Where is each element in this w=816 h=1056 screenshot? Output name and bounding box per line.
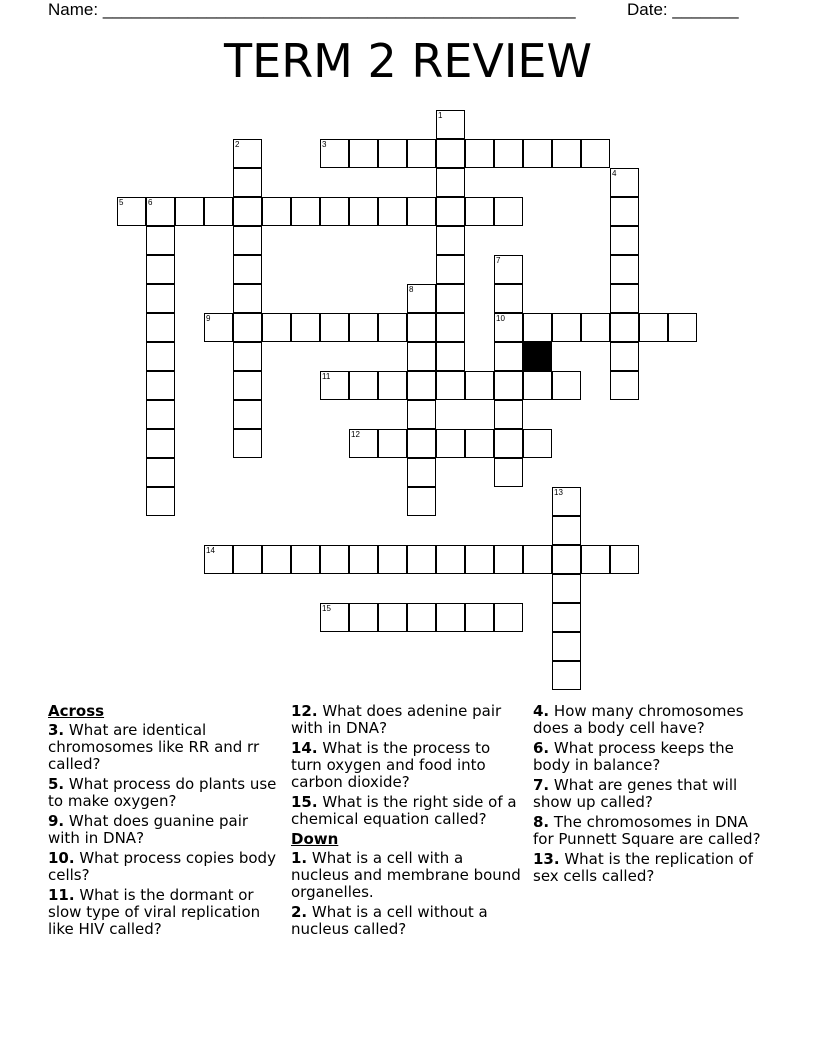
crossword-cell[interactable] [349,603,378,632]
crossword-cell[interactable] [378,313,407,342]
clue-text: What are identical chromosomes like RR and rr called? [48,721,260,773]
clue-text: What is the replication of sex cells called? [533,850,753,885]
crossword-cell[interactable] [552,632,581,661]
crossword-cell[interactable] [320,545,349,574]
clue-text: What does adenine pair with in DNA? [291,702,502,737]
clue-column-3 [533,703,763,888]
page-title: TERM 2 REVIEW [224,34,592,88]
crossword-cell[interactable] [291,313,320,342]
clue-number: 12 [351,430,360,439]
crossword-cell[interactable] [610,255,639,284]
clue-number: 10 [496,314,505,323]
crossword-cell[interactable] [407,139,436,168]
crossword-cell[interactable] [552,574,581,603]
crossword-cell[interactable] [146,226,175,255]
across-clue [48,776,282,810]
clue-number: 3 [322,140,327,149]
crossword-cell[interactable] [465,603,494,632]
crossword-cell[interactable] [436,197,465,226]
crossword-cell[interactable] [320,603,349,632]
crossword-cell[interactable] [233,342,262,371]
clue-num: 12. [291,702,318,720]
crossword-cell[interactable] [378,371,407,400]
crossword-cell[interactable] [233,197,262,226]
across-clue-list-a [48,722,282,938]
crossword-cell[interactable] [610,545,639,574]
crossword-cell[interactable] [146,342,175,371]
clue-number: 2 [235,140,240,149]
clue-text: What is the right side of a chemical equation called? [291,793,517,828]
clue-num: 15. [291,793,318,811]
crossword-cell[interactable] [581,139,610,168]
clue-number: 5 [119,198,124,207]
crossword-cell[interactable] [291,197,320,226]
crossword-cell[interactable] [465,429,494,458]
crossword-cell[interactable] [233,226,262,255]
crossword-cell[interactable] [117,197,146,226]
clue-number: 14 [206,546,215,555]
crossword-cell[interactable] [378,429,407,458]
crossword-cell[interactable] [465,139,494,168]
clue-num: 7. [533,776,550,794]
name-label: Name: [48,0,99,19]
crossword-cell[interactable] [436,371,465,400]
crossword-cell[interactable] [465,545,494,574]
date-label: Date: [627,0,668,19]
crossword-cell[interactable] [494,603,523,632]
across-clue [48,722,282,773]
clue-text: How many chromosomes does a body cell have? [533,702,744,737]
crossword-cell[interactable] [610,342,639,371]
crossword-cell[interactable] [523,371,552,400]
crossword-cell[interactable] [610,168,639,197]
across-clue [48,813,282,847]
crossword-cell[interactable] [552,313,581,342]
crossword-cell[interactable] [610,371,639,400]
clue-text: What is a cell without a nucleus called? [291,903,488,938]
clue-num: 10. [48,849,75,867]
clue-text: What is the dormant or slow type of viral replication like HIV called? [48,886,261,938]
across-clue [291,794,521,828]
clue-text: What process do plants use to make oxygen? [48,775,277,810]
crossword-cell[interactable] [494,342,523,371]
down-heading: Down [291,830,339,848]
clue-num: 14. [291,739,318,757]
across-heading: Across [48,702,105,720]
crossword-cell[interactable] [610,313,639,342]
crossword-cell[interactable] [407,429,436,458]
crossword-cell[interactable] [610,226,639,255]
crossword-cell[interactable] [407,342,436,371]
down-clue [533,777,763,811]
crossword-cell[interactable] [523,313,552,342]
crossword-cell[interactable] [407,313,436,342]
crossword-cell[interactable] [552,516,581,545]
clue-num: 6. [533,739,550,757]
crossword-cell[interactable] [552,139,581,168]
clue-text: What process copies body cells? [48,849,276,884]
crossword-cell[interactable] [204,197,233,226]
crossword-cell[interactable] [436,168,465,197]
crossword-cell[interactable] [552,371,581,400]
clue-number: 7 [496,256,501,265]
crossword-cell[interactable] [233,313,262,342]
clue-number: 8 [409,285,414,294]
crossword-cell[interactable] [146,429,175,458]
black-cell [523,342,552,371]
crossword-cell[interactable] [436,110,465,139]
clue-number: 1 [438,111,443,120]
crossword-cell[interactable] [262,545,291,574]
crossword-cell[interactable] [436,603,465,632]
crossword-cell[interactable] [436,342,465,371]
crossword-cell[interactable] [494,429,523,458]
clue-num: 13. [533,850,560,868]
crossword-cell[interactable] [494,284,523,313]
crossword-cell[interactable] [436,429,465,458]
crossword-cell[interactable] [233,545,262,574]
crossword-cell[interactable] [494,400,523,429]
crossword-cell[interactable] [262,197,291,226]
crossword-cell[interactable] [146,284,175,313]
crossword-cell[interactable] [204,313,233,342]
crossword-cell[interactable] [349,429,378,458]
crossword-cell[interactable] [146,487,175,516]
crossword-cell[interactable] [349,197,378,226]
crossword-cell[interactable] [494,545,523,574]
crossword-cell[interactable] [378,139,407,168]
clue-num: 8. [533,813,550,831]
crossword-cell[interactable] [233,139,262,168]
crossword-cell[interactable] [407,371,436,400]
crossword-cell[interactable] [320,139,349,168]
crossword-cell[interactable] [465,197,494,226]
crossword-cell[interactable] [552,545,581,574]
crossword-cell[interactable] [494,458,523,487]
clue-text: What is the process to turn oxygen and food into carbon dioxide? [291,739,491,791]
name-blank: __________________________________________________ [102,0,576,19]
crossword-cell[interactable] [349,545,378,574]
crossword-cell[interactable] [204,545,233,574]
crossword-cell[interactable] [175,197,204,226]
crossword-cell[interactable] [233,168,262,197]
clue-number: 9 [206,314,211,323]
crossword-cell[interactable] [320,197,349,226]
crossword-cell[interactable] [610,284,639,313]
crossword-cell[interactable] [146,371,175,400]
clue-num: 1. [291,849,308,867]
crossword-cell[interactable] [407,400,436,429]
clue-num: 4. [533,702,550,720]
crossword-cell[interactable] [407,487,436,516]
crossword-cell[interactable] [610,197,639,226]
crossword-cell[interactable] [552,661,581,690]
crossword-cell[interactable] [668,313,697,342]
crossword-cell[interactable] [378,545,407,574]
crossword-cell[interactable] [407,545,436,574]
crossword-cell[interactable] [552,603,581,632]
crossword-cell[interactable] [494,371,523,400]
crossword-cell[interactable] [581,313,610,342]
crossword-cell[interactable] [233,371,262,400]
clue-number: 4 [612,169,617,178]
crossword-cell[interactable] [407,284,436,313]
crossword-cell[interactable] [349,139,378,168]
crossword-cell[interactable] [494,139,523,168]
across-clue-list-b [291,703,521,828]
clue-num: 9. [48,812,65,830]
crossword-cell[interactable] [436,284,465,313]
crossword-cell[interactable] [233,400,262,429]
down-clue [533,740,763,774]
crossword-cell[interactable] [262,313,291,342]
crossword-cell[interactable] [465,371,494,400]
crossword-cell[interactable] [146,400,175,429]
crossword-cell[interactable] [233,255,262,284]
crossword-cell[interactable] [436,545,465,574]
crossword-cell[interactable] [494,313,523,342]
clue-column-2 [291,703,521,941]
clue-num: 2. [291,903,308,921]
clue-num: 5. [48,775,65,793]
crossword-cell[interactable] [407,603,436,632]
crossword-cell[interactable] [436,139,465,168]
crossword-cell[interactable] [349,313,378,342]
down-clue [533,814,763,848]
crossword-cell[interactable] [146,458,175,487]
crossword-cell[interactable] [146,255,175,284]
date-blank: _______ [672,0,739,19]
crossword-cell[interactable] [523,545,552,574]
across-clue [291,703,521,737]
clue-number: 6 [148,198,153,207]
crossword-cell[interactable] [146,313,175,342]
clue-num: 3. [48,721,65,739]
down-clue [533,703,763,737]
across-clue [48,887,282,938]
across-clue [291,740,521,791]
crossword-cell[interactable] [320,313,349,342]
crossword-cell[interactable] [320,371,349,400]
crossword-cell[interactable] [494,255,523,284]
crossword-cell[interactable] [233,429,262,458]
down-clue [291,850,521,901]
clue-column-1 [48,703,282,941]
crossword-cell[interactable] [523,429,552,458]
down-clue-list-a [291,850,521,938]
crossword-cell[interactable] [436,313,465,342]
crossword-cell[interactable] [291,545,320,574]
clue-text: The chromosomes in DNA for Punnett Square are called? [533,813,761,848]
across-clue [48,850,282,884]
crossword-cell[interactable] [233,284,262,313]
clue-text: What does guanine pair with in DNA? [48,812,249,847]
clue-text: What are genes that will show up called? [533,776,738,811]
crossword-cell[interactable] [639,313,668,342]
crossword-cell[interactable] [378,603,407,632]
clue-text: What is a cell with a nucleus and membrane bound organelles. [291,849,521,901]
crossword-cell[interactable] [436,226,465,255]
crossword-cell[interactable] [407,197,436,226]
crossword-cell[interactable] [349,371,378,400]
clue-number: 13 [554,488,563,497]
crossword-cell[interactable] [523,139,552,168]
clue-text: What process keeps the body in balance? [533,739,734,774]
crossword-cell[interactable] [494,197,523,226]
crossword-cell[interactable] [146,197,175,226]
crossword-cell[interactable] [552,487,581,516]
crossword-cell[interactable] [436,255,465,284]
crossword-cell[interactable] [407,458,436,487]
clue-number: 15 [322,604,331,613]
down-clue [291,904,521,938]
down-clue [533,851,763,885]
crossword-cell[interactable] [581,545,610,574]
down-clue-list-b [533,703,763,885]
clue-num: 11. [48,886,75,904]
clue-number: 11 [322,372,331,381]
crossword-cell[interactable] [378,197,407,226]
